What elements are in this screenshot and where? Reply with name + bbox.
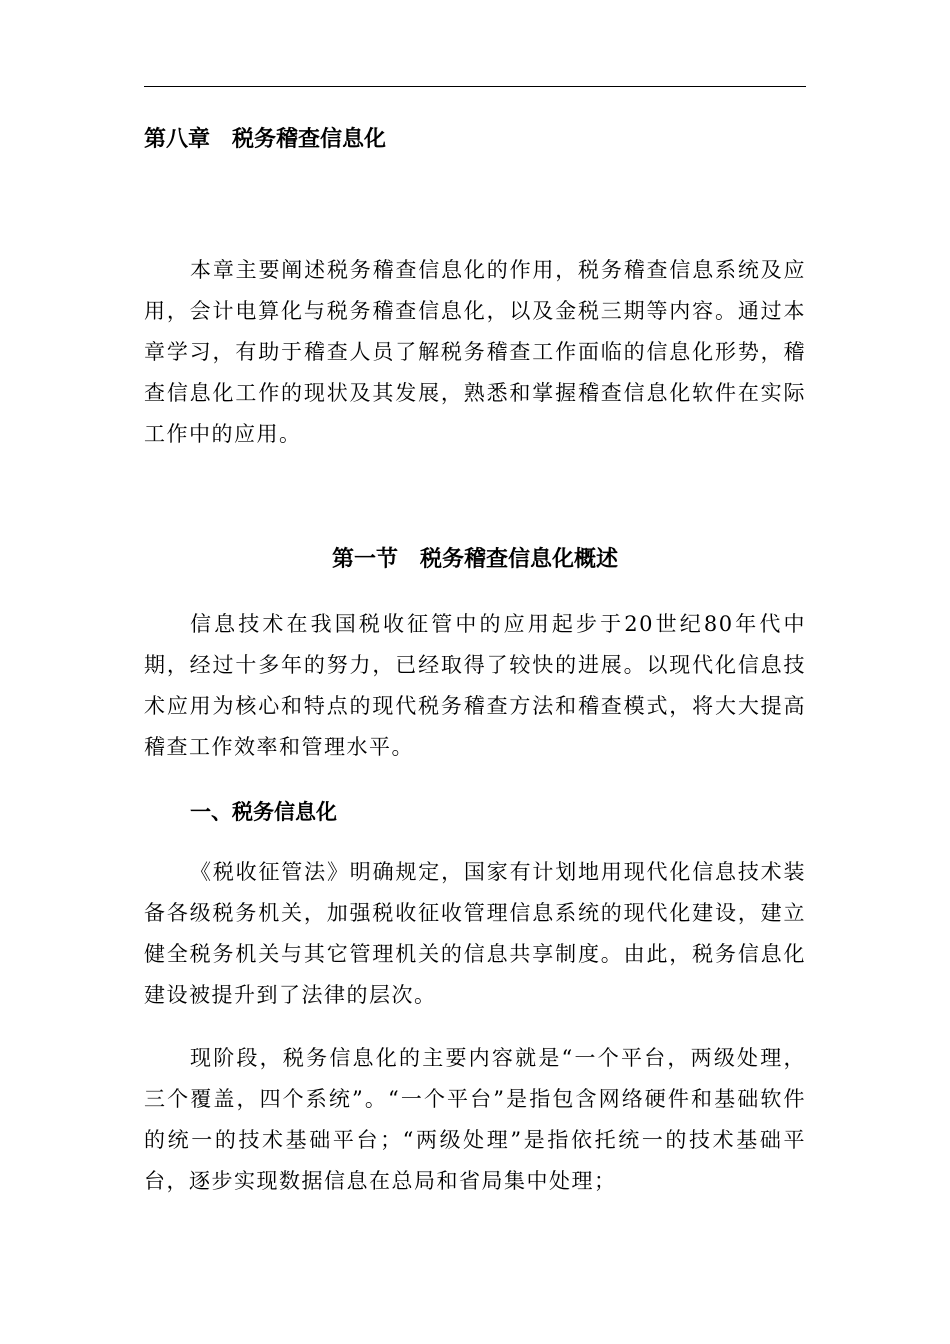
chapter-title: 第八章 税务稽查信息化 bbox=[144, 127, 387, 152]
header-rule bbox=[144, 86, 806, 87]
section-title: 第一节 税务稽查信息化概述 bbox=[331, 547, 618, 572]
subsection-heading: 一、税务信息化 bbox=[190, 800, 337, 824]
current-stage-paragraph: 现阶段，税务信息化的主要内容就是“一个平台，两级处理，三个覆盖，四个系统”。“一个平台”是指包含网络硬件和基础软件的统一的技术基础平台；“两级处理”是指依托统一的技术基础平台，逐步实现数据信息在总局和省局集中处理； bbox=[144, 1046, 806, 1193]
chapter-intro-paragraph: 本章主要阐述税务稽查信息化的作用，税务稽查信息系统及应用，会计电算化与税务稽查信息化，以及金税三期等内容。通过本章学习，有助于稽查人员了解税务稽查工作面临的信息化形势，稽查信息化工作的现状及其发展，熟悉和掌握稽查信息化软件在实际工作中的应用。 bbox=[144, 258, 806, 446]
section-overview-paragraph: 信息技术在我国税收征管中的应用起步于20世纪80年代中期，经过十多年的努力，已经取得了较快的进展。以现代化信息技术应用为核心和特点的现代税务稽查方法和稽查模式，将大大提高稽查工作效率和管理水平。 bbox=[144, 612, 806, 759]
tax-law-paragraph: 《税收征管法》明确规定，国家有计划地用现代化信息技术装备各级税务机关，加强税收征收管理信息系统的现代化建设，建立健全税务机关与其它管理机关的信息共享制度。由此，税务信息化建设被提升到了法律的层次。 bbox=[144, 860, 806, 1007]
